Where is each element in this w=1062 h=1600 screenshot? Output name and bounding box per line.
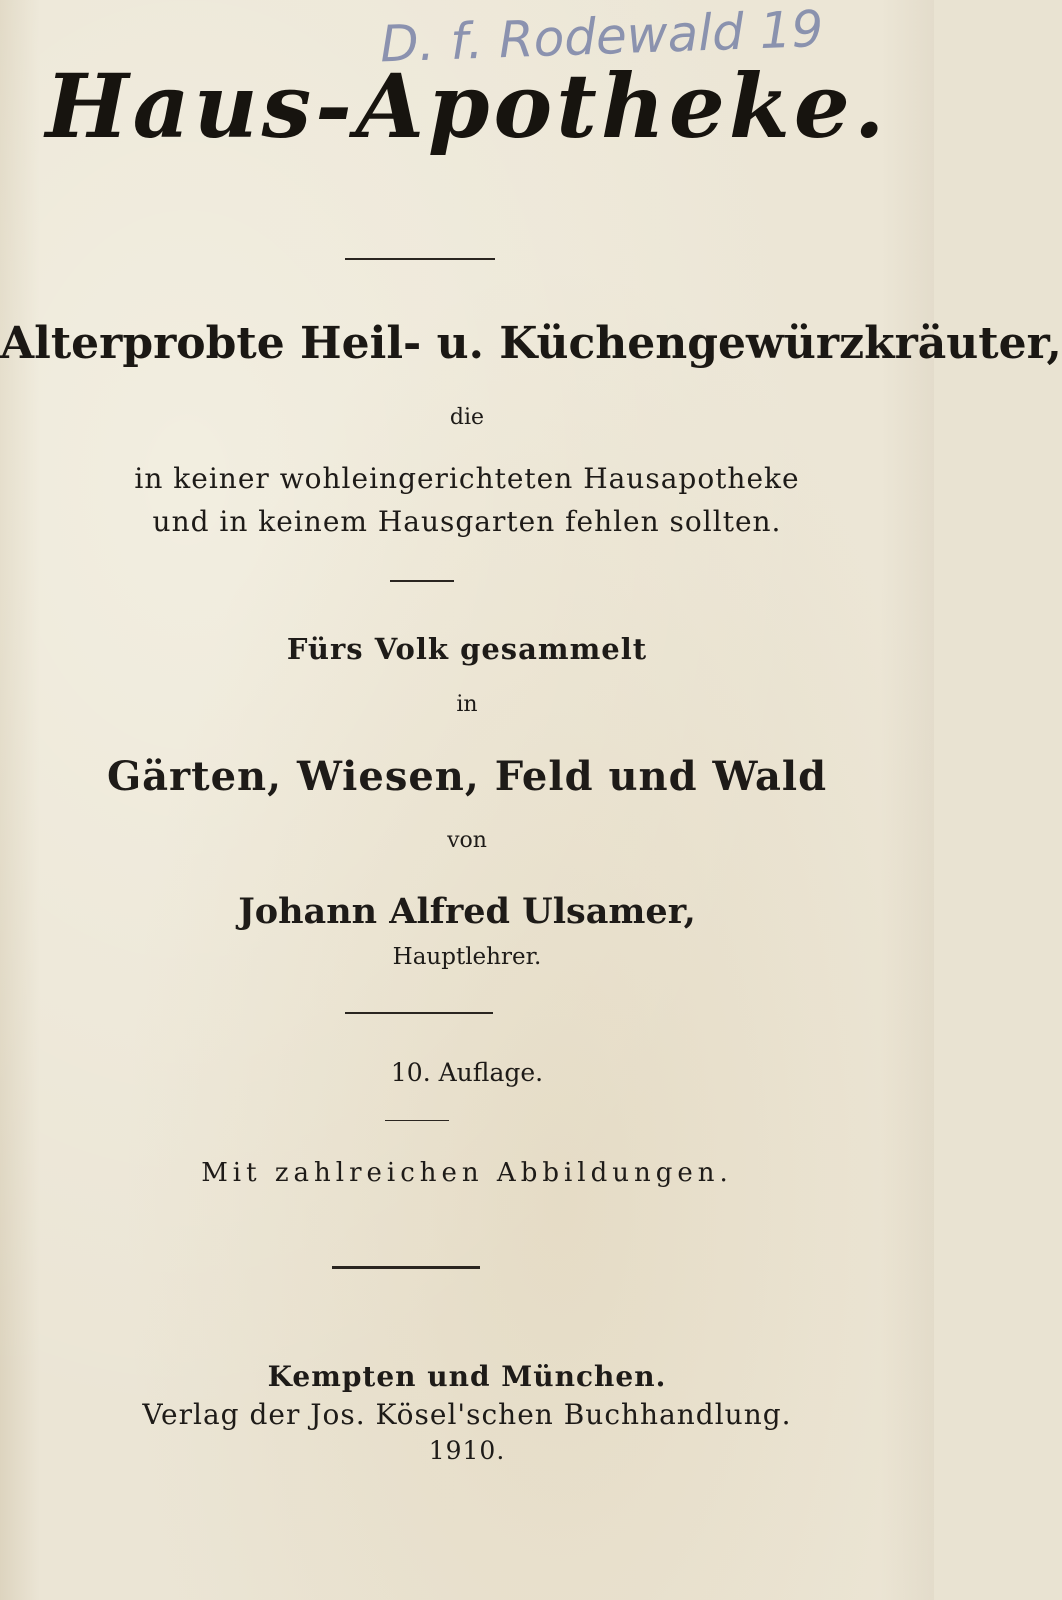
divider-rule-1 bbox=[345, 258, 495, 260]
illustrations-note: Mit zahlreichen Abbildungen. bbox=[201, 1158, 733, 1188]
author-name: Johann Alfred Ulsamer, bbox=[238, 891, 696, 932]
connector-von: von bbox=[447, 828, 487, 853]
library-stamp: D. f. Rodewald 19 bbox=[379, 0, 825, 74]
divider-rule-2 bbox=[390, 580, 454, 582]
publication-year: 1910. bbox=[428, 1436, 506, 1465]
book-title: Haus-Apotheke. bbox=[45, 54, 889, 158]
connector-die: die bbox=[449, 405, 485, 430]
book-subtitle: Alterprobte Heil- u. Küchengewürzkräuter, bbox=[0, 318, 1062, 369]
publication-place: Kempten und München. bbox=[267, 1360, 667, 1393]
places-line: Gärten, Wiesen, Feld und Wald bbox=[106, 753, 828, 800]
description-line-2: und in keinem Hausgarten fehlen sollten. bbox=[152, 505, 782, 538]
collected-for-people: Fürs Volk gesammelt bbox=[286, 632, 648, 666]
divider-rule-5 bbox=[332, 1266, 480, 1269]
description-line-1: in keiner wohleingerichteten Hausapotheke bbox=[134, 462, 800, 495]
divider-rule-3 bbox=[345, 1012, 493, 1014]
edition-note: 10. Auflage. bbox=[390, 1058, 544, 1087]
publisher-line: Verlag der Jos. Kösel'schen Buchhandlung. bbox=[142, 1398, 792, 1431]
connector-in: in bbox=[456, 692, 478, 717]
divider-rule-4 bbox=[385, 1120, 449, 1121]
author-role: Hauptlehrer. bbox=[392, 944, 542, 970]
